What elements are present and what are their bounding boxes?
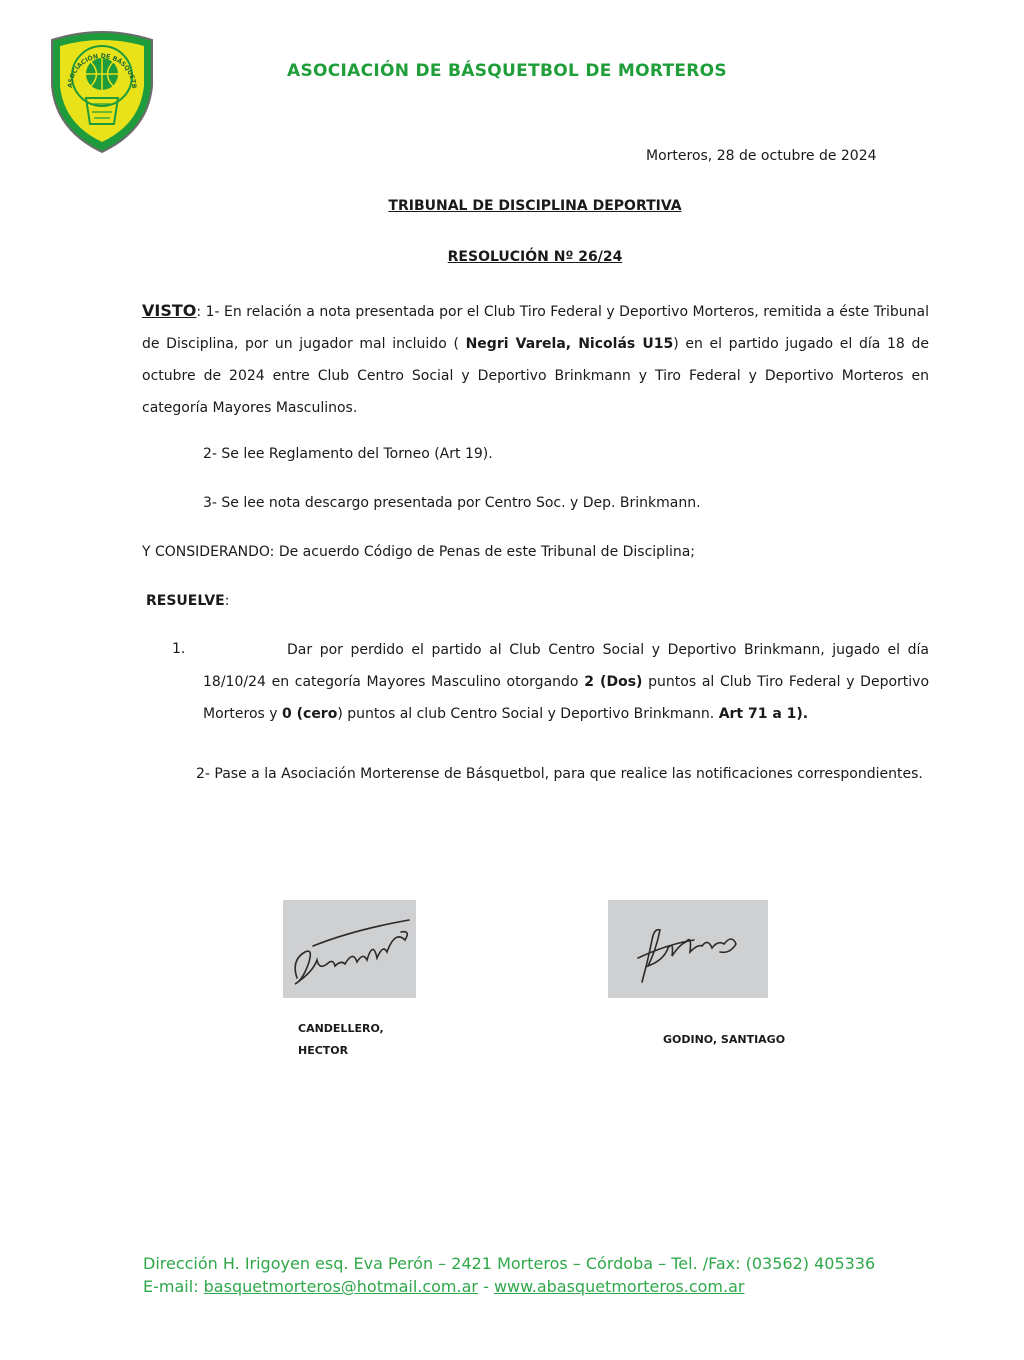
resuelve-item-2: 2- Pase a la Asociación Morterense de Básquetbol, para que realice las notificaciones correspondientes.	[196, 766, 923, 782]
association-logo	[44, 26, 160, 156]
visto-item-3: 3- Se lee nota descargo presentada por Centro Soc. y Dep. Brinkmann.	[203, 495, 701, 511]
resuelve-heading	[146, 593, 229, 609]
resuelve-label: RESUELVE	[146, 593, 225, 609]
footer-contact	[143, 1277, 744, 1296]
article-reference: Art 71 a 1).	[718, 706, 809, 722]
signature-image-godino	[608, 900, 768, 998]
points-zero: 0 (cero	[282, 706, 338, 722]
document-date: Morteros, 28 de octubre de 2024	[646, 148, 877, 164]
resuelve-item-1	[203, 634, 929, 730]
resuelve-item-1-number: 1.	[172, 641, 186, 657]
resuelve-colon: :	[224, 593, 230, 609]
visto-text-part1: : 1- En relación a nota presentada por el Club Tiro Federal y Deportivo Morteros, remitida a éste Tribunal de Disciplina, por un jugador mal incluido (	[142, 304, 929, 352]
points-awarded: 2 (Dos)	[584, 674, 643, 690]
organization-name: ASOCIACIÓN DE BÁSQUETBOL DE MORTEROS	[287, 61, 727, 81]
visto-label: VISTO	[142, 301, 197, 320]
visto-paragraph	[142, 295, 929, 424]
resuelve-item-1-text-c: puntos al Club Tiro Federal y Deportivo Morteros y	[203, 674, 930, 722]
signatory-name-1	[298, 1018, 384, 1062]
footer-address: Dirección H. Irigoyen esq. Eva Perón – 2421 Morteros – Córdoba – Tel. /Fax: (03562) 405336	[143, 1254, 876, 1273]
email-label: E-mail:	[143, 1277, 204, 1296]
svg-text:ASOCIACIÓN DE BÁSQUETBOL DE MO: ASOCIACIÓN DE BÁSQUETB	[66, 52, 138, 89]
document-title: TRIBUNAL DE DISCIPLINA DEPORTIVA	[388, 198, 682, 214]
signature-image-candellero	[283, 900, 416, 998]
resuelve-item-1-text-a: Dar por perdido el partido al Club Centro Social y Deportivo Brinkmann, jugado el día 18/10/24 en categoría Mayores Masculino otorgando	[203, 642, 929, 690]
signatory-1-line-2: HECTOR	[298, 1044, 349, 1057]
signatory-name-2: GODINO, SANTIAGO	[663, 1033, 786, 1046]
signatory-1-line-1: CANDELLERO,	[298, 1022, 384, 1035]
email-link[interactable]: basquetmorteros@hotmail.com.ar	[203, 1277, 478, 1296]
visto-text-part2: ) en el partido jugado el día 18 de octubre de 2024 entre Club Centro Social y Deportivo Brinkmann y Tiro Federal y Deportivo Morteros en categoría Mayores Masculinos.	[142, 336, 929, 416]
resolution-number: RESOLUCIÓN Nº 26/24	[447, 249, 623, 265]
website-link[interactable]: www.abasquetmorteros.com.ar	[493, 1277, 745, 1296]
visto-item-2: 2- Se lee Reglamento del Torneo (Art 19).	[203, 446, 493, 462]
footer-separator: -	[477, 1277, 494, 1296]
resuelve-item-1-text-e: ) puntos al club Centro Social y Deportivo Brinkmann.	[337, 706, 719, 722]
considerando-text: Y CONSIDERANDO: De acuerdo Código de Penas de este Tribunal de Disciplina;	[142, 544, 696, 560]
player-name: Negri Varela, Nicolás U15	[465, 336, 674, 352]
